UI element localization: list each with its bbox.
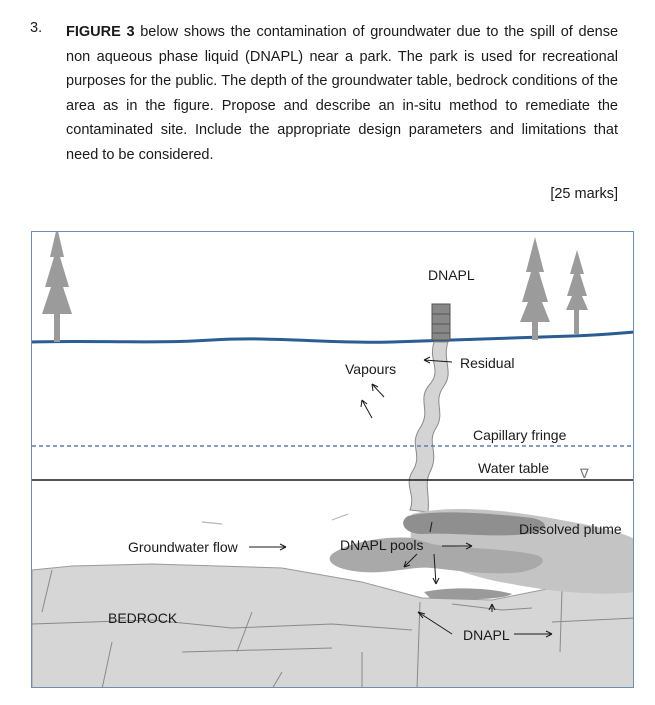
question-text <box>66 20 618 168</box>
figure-reference: FIGURE 3 <box>66 24 135 40</box>
vapours-label: Vapours <box>345 361 397 377</box>
question-body: below shows the contamination of groundwater due to the spill of dense non aqueous phase liquid (DNAPL) near a park. The park is used for recreational purposes for the public. The depth of the groundwater table, bedrock conditions of the area as in the figure. Propose and describe an in-situ method to remediate the contaminated site. Include the appropriate design parameters and limitations that need to be considered. <box>66 24 619 163</box>
dnapl-pool <box>424 588 512 599</box>
water-table-label: Water table <box>478 460 550 476</box>
residual-label: Residual <box>460 355 515 371</box>
dnapl-drum-icon <box>432 304 450 340</box>
dnapl-residual-path <box>409 342 448 512</box>
water-table-symbol-icon: ∇ <box>580 466 589 481</box>
flow-streak <box>202 522 222 524</box>
groundwater-flow-label: Groundwater flow <box>128 539 238 555</box>
ground-surface-line <box>32 332 634 342</box>
dnapl-source-label: DNAPL <box>428 267 475 283</box>
dissolved-plume-label: Dissolved plume <box>519 521 622 537</box>
dnapl-pools-label: DNAPL pools <box>340 537 424 553</box>
tree-left-icon <box>42 232 72 342</box>
capillary-fringe-label: Capillary fringe <box>473 427 567 443</box>
figure-drawing <box>32 232 634 688</box>
dnapl-bedrock-label: DNAPL <box>463 627 510 643</box>
bedrock-label: BEDROCK <box>108 610 178 626</box>
contamination-figure <box>31 231 634 688</box>
flow-streak <box>332 514 348 520</box>
tree-right-icon <box>520 237 588 340</box>
marks-label: [25 marks] <box>550 186 618 202</box>
question-number: 3. <box>30 20 43 36</box>
